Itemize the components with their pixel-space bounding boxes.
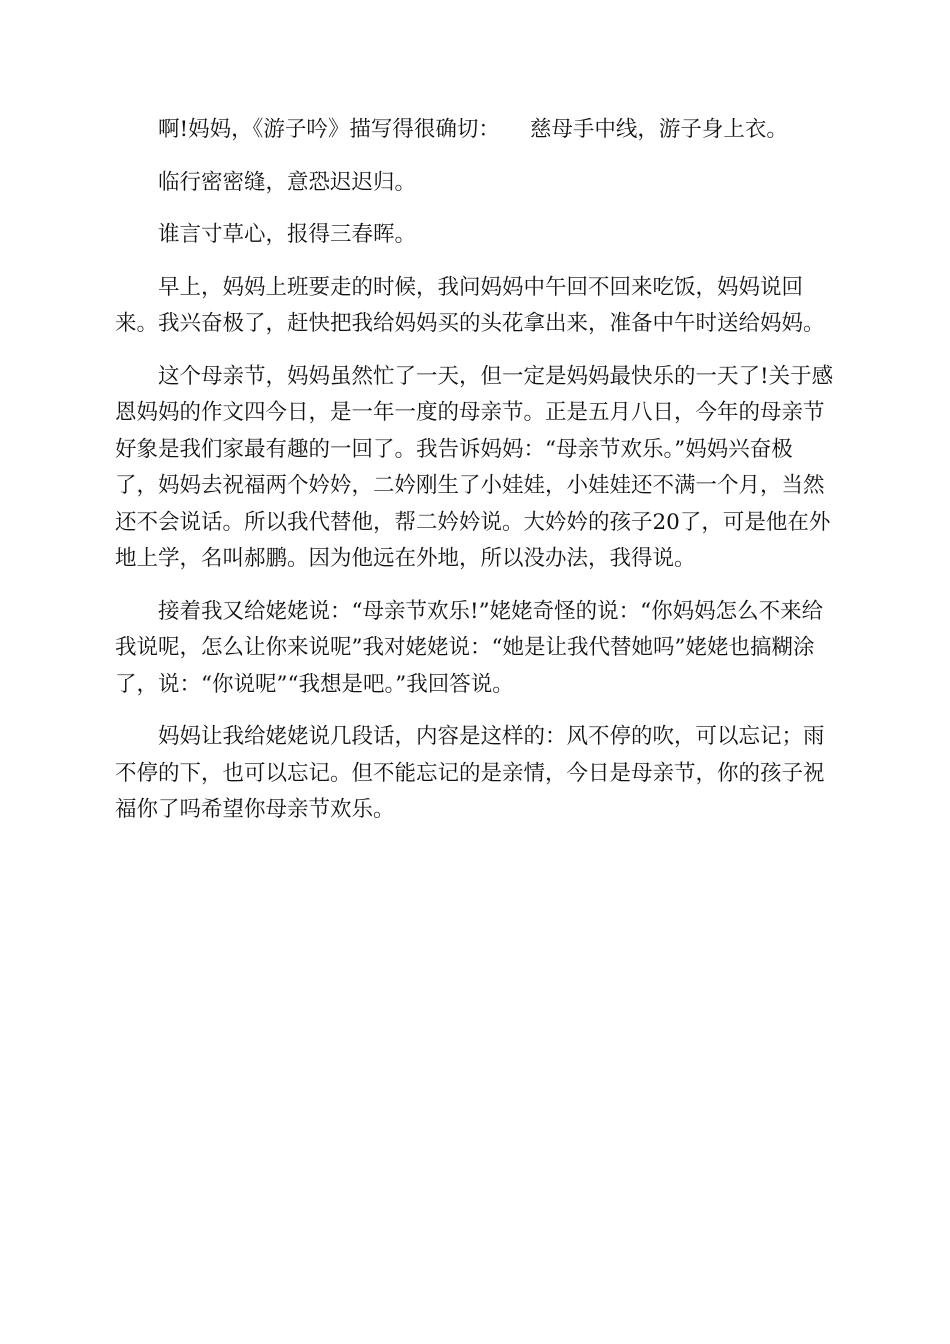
paragraph-2: 临行密密缝，意恐迟迟归。 bbox=[158, 169, 417, 195]
paragraph-1-part-a: 啊!妈妈，《游子吟》描写得很确切： bbox=[158, 117, 500, 142]
paragraph-5: 这个母亲节，妈妈虽然忙了一天，但一定是妈妈最快乐的一天了!关于感恩妈妈的作文四今日，是一年一度的母亲节。正是五月八日，今年的母亲节好象是我们家最有趣的一回了。我告诉妈妈：“母亲节欢乐。”妈妈兴奋极了，妈妈去祝福两个妗妗，二妗刚生了小娃娃，小娃娃还不满一个月，当然还不会说话。所以我代替他，帮二妗妗说。大妗妗的孩子20了，可是他在外地上学，名叫郝鹏。因为他远在外地，所以没办法，我得说。 bbox=[115, 363, 834, 571]
paragraph-1-part-b: 慈母手中线，游子身上衣。 bbox=[529, 117, 788, 142]
paragraph-4: 早上，妈妈上班要走的时候，我问妈妈中午回不回来吃饭，妈妈说回来。我兴奋极了，赶快把我给妈妈买的头花拿出来，准备中午时送给妈妈。 bbox=[115, 274, 825, 336]
paragraph-1 bbox=[115, 112, 835, 149]
paragraph-7: 妈妈让我给姥姥说几段话，内容是这样的：风不停的吹，可以忘记；雨不停的下，也可以忘记。但不能忘记的是亲情，今日是母亲节，你的孩子祝福你了吗希望你母亲节欢乐。 bbox=[115, 724, 825, 822]
paragraph-6: 接着我又给姥姥说：“母亲节欢乐!”姥姥奇怪的说：“你妈妈怎么不来给我说呢，怎么让你来说呢”我对姥姥说：“她是让我代替她吗”姥姥也搞糊涂了，说：“你说呢”“我想是吧。”我回答说。 bbox=[115, 598, 824, 697]
document-body bbox=[115, 112, 835, 845]
paragraph-3: 谁言寸草心，报得三春晖。 bbox=[158, 222, 417, 247]
